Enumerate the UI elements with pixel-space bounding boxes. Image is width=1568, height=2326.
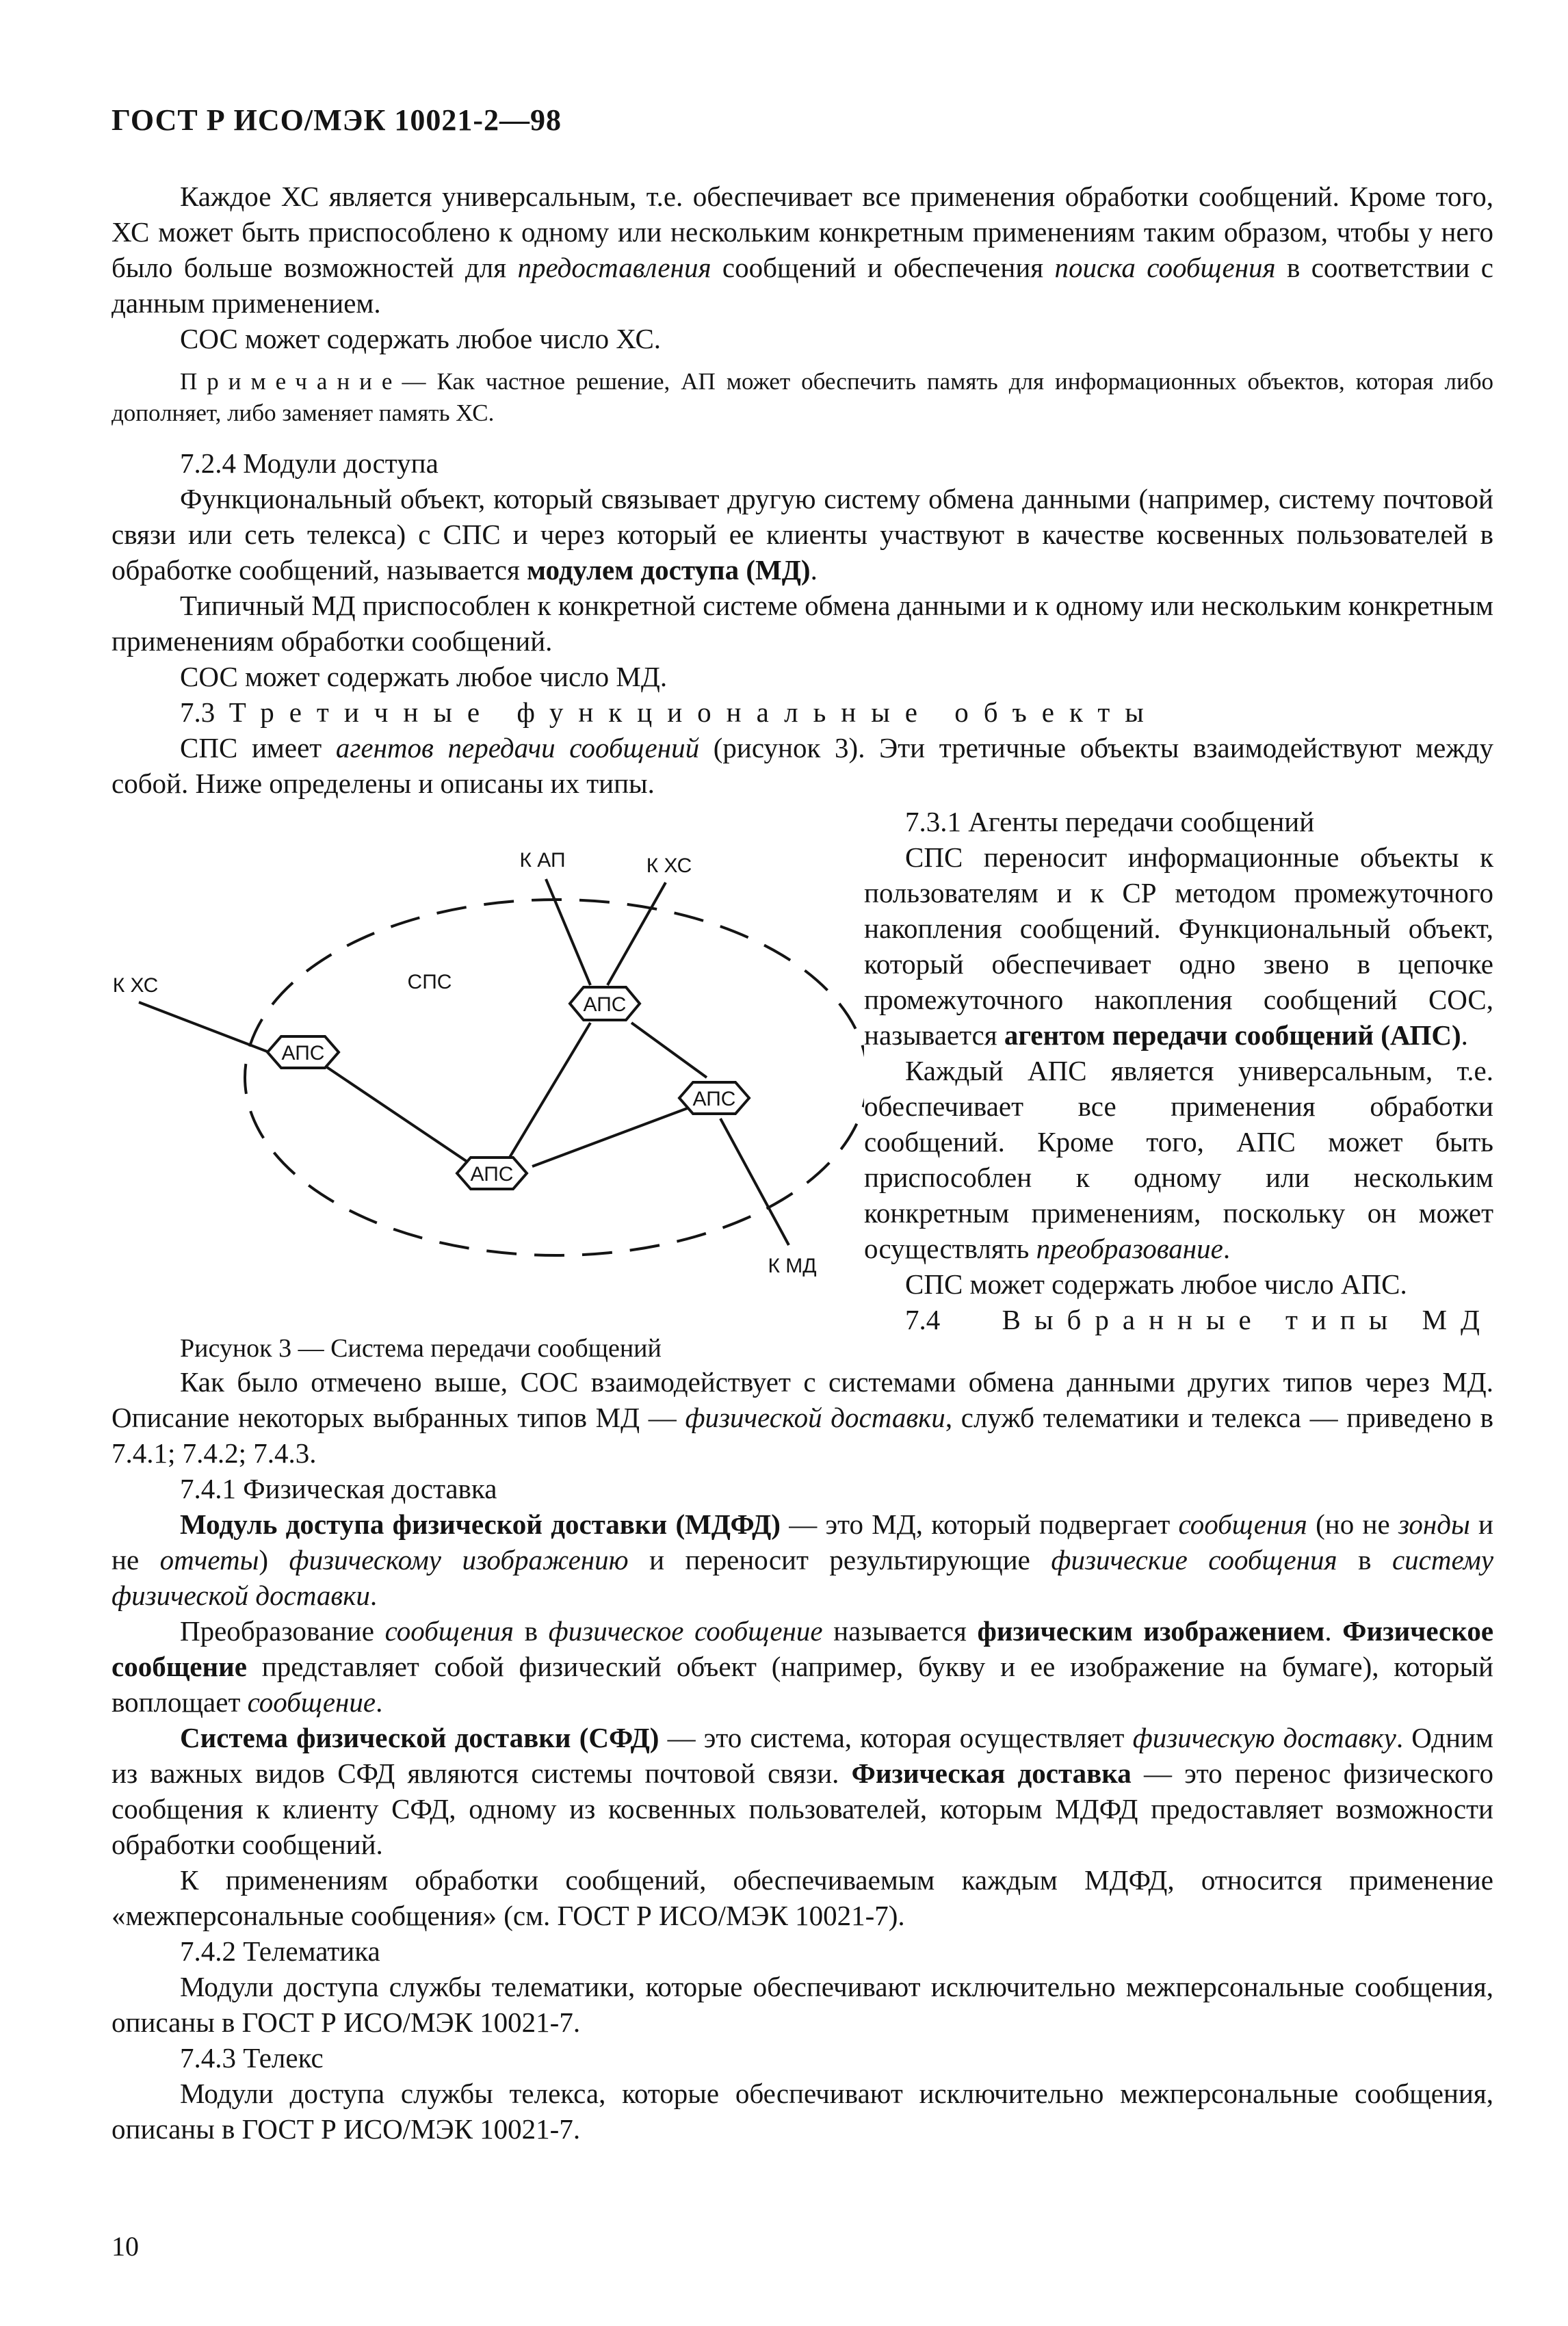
aps-label: АПС	[583, 993, 627, 1016]
paragraph: Модули доступа службы телекса, которые обеспечивают исключительно межперсональные сообщения, описаны в ГОСТ Р ИСО/МЭК 10021-7.	[112, 2078, 1493, 2145]
paragraph: Модули доступа службы телематики, которые обеспечивают исключительно межперсональные сообщения, описаны в ГОСТ Р ИСО/МЭК 10021-7.	[112, 1971, 1493, 2038]
paragraph: Система физической доставки (СФД) — это система, которая осуществляет физическую доставку. Одним из важных видов СФД являются системы почтовой связи. Физическая доставка — это перенос физического сообщения к клиенту СФД, одному из косвенных пользователей, которым МДФД предоставляет возможности обработки сообщений.	[112, 1722, 1493, 1860]
paragraph: СОС может содержать любое число МД.	[180, 661, 668, 692]
paragraph: СОС может содержать любое число ХС.	[180, 323, 662, 354]
paragraph: Модуль доступа физической доставки (МДФД) — это МД, который подвергает сообщения (но не зонды и не отчеты) физическому изображению и переносит результирующие физические сообщения в систему физической доставки.	[112, 1508, 1494, 1611]
paragraph: СПС может содержать любое число АПС.	[905, 1268, 1407, 1300]
figure	[112, 804, 864, 1364]
link-aps2-kap	[546, 879, 590, 985]
link-aps3-aps2	[508, 1023, 590, 1160]
paragraph: К применениям обработки сообщений, обеспечиваемым каждым МДФД, относится применение «межперсональные сообщения» (см. ГОСТ Р ИСО/МЭК 10021-7).	[112, 1864, 1493, 1931]
link-aps1-aps3	[317, 1060, 484, 1173]
section-heading: 7.3.1 Агенты передачи сообщений	[905, 806, 1315, 837]
paragraph: СПС переносит информационные объекты к пользователям и к СР методом промежуточного накопления сообщений. Функциональный объект, который обеспечивает одно звено в цепочке промежуточного накопления сообщений СОС, называется агентом передачи сообщений (АПС).	[864, 841, 1493, 1051]
paragraph: СПС имеет агентов передачи сообщений (рисунок 3). Эти третичные объекты взаимодействуют между собой. Ниже определены и описаны их типы.	[112, 732, 1494, 799]
label-sps: СПС	[407, 971, 452, 993]
link-aps3-aps4	[532, 1105, 696, 1166]
link-aps2-aps4	[631, 1023, 707, 1077]
aps-label: АПС	[692, 1088, 736, 1110]
link-kxs-left	[139, 1002, 269, 1052]
network-diagram	[112, 804, 864, 1324]
page-number: 10	[112, 2231, 139, 2262]
figure-and-text	[112, 804, 1493, 1364]
paragraph: Типичный МД приспособлен к конкретной системе обмена данными и к одному или нескольким конкретным применениям обработки сообщений.	[112, 590, 1493, 657]
label-k-xs-top: К ХС	[646, 854, 692, 877]
section-heading: 7.4 Выбранные типы МД	[905, 1304, 1493, 1335]
document-header: ГОСТ Р ИСО/МЭК 10021-2—98	[112, 103, 562, 137]
sps-boundary	[245, 900, 864, 1255]
right-column	[864, 804, 1493, 1364]
aps-label: АПС	[470, 1163, 514, 1186]
paragraph: Каждый АПС является универсальным, т.е. обеспечивает все применения обработки сообщений. Кроме того, АПС может быть приспособлен к одному или нескольким конкретным применениям, поскольку он может осуществлять преобразование.	[864, 1055, 1493, 1264]
label-k-md: К МД	[768, 1255, 817, 1277]
label-k-xs-left: К ХС	[112, 974, 159, 997]
paragraph: Каждое ХС является универсальным, т.е. обеспечивает все применения обработки сообщений. Кроме того, ХС может быть приспособлено к одному или нескольким конкретным применениям таким образом, чтобы у него было больше возможностей для предоставления сообщений и обеспечения поиска сообщения в соответствии с данным применением.	[112, 181, 1493, 319]
section-heading: 7.4.3 Телекс	[180, 2042, 324, 2074]
note: Примечание— Как частное решение, АП может обеспечить память для информационных объектов, которая либо дополняет, либо заменяет память ХС.	[112, 368, 1493, 426]
section-heading: 7.2.4 Модули доступа	[180, 447, 439, 479]
section-heading: 7.4.2 Телематика	[180, 1935, 380, 1967]
section-heading: 7.4.1 Физическая доставка	[180, 1473, 497, 1504]
label-k-ap: К АП	[519, 849, 566, 872]
paragraph: Как было отмечено выше, СОС взаимодействует с системами обмена данными других типов через МД. Описание некоторых выбранных типов МД — физической доставки, служб телематики и телекса — приведено в 7.4.1; 7.4.2; 7.4.3.	[112, 1366, 1493, 1469]
aps-label: АПС	[281, 1042, 325, 1064]
paragraph: Функциональный объект, который связывает другую систему обмена данными (например, систему почтовой связи или сеть телекса) с СПС и через который ее клиенты участвуют в качестве косвенных пользователей в обработке сообщений, называется модулем доступа (МД).	[112, 483, 1493, 586]
section-heading: 7.3 Третичные функциональные объекты	[180, 696, 1159, 728]
link-aps2-kxs	[607, 883, 666, 985]
document-page	[112, 103, 1493, 2147]
figure-caption: Рисунок 3 — Система передачи сообщений	[180, 1334, 662, 1363]
paragraph: Преобразование сообщения в физическое сообщение называется физическим изображением. Физическое сообщение представляет собой физический объект (например, букву и ее изображение на бумаге), который воплощает сообщение.	[112, 1615, 1494, 1718]
